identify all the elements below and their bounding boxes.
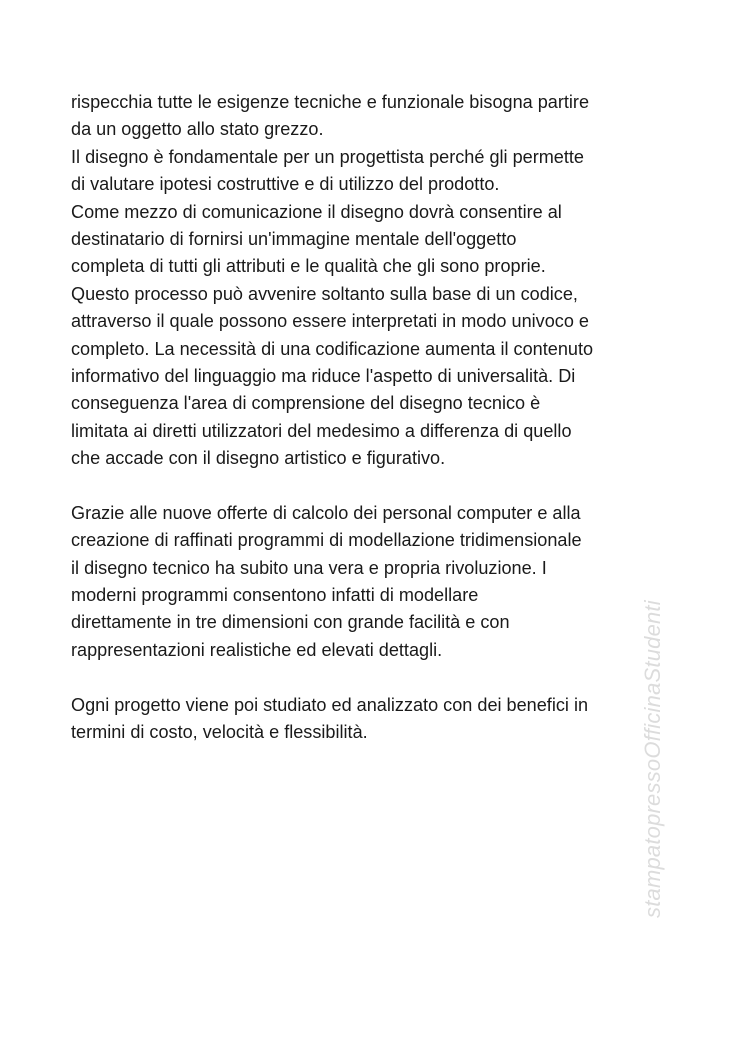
text-line: destinatario di fornirsi un'immagine mentale dell'oggetto	[71, 228, 517, 249]
text-line: informativo del linguaggio ma riduce l'aspetto di universalità. Di	[71, 365, 576, 386]
body-text	[71, 89, 681, 746]
paragraph-spacer	[71, 664, 681, 691]
text-line: creazione di raffinati programmi di modellazione tridimensionale	[71, 530, 582, 551]
text-line: rappresentazioni realistiche ed elevati dettagli.	[71, 639, 443, 660]
paragraph-spacer	[71, 472, 681, 499]
text-line: conseguenza l'area di comprensione del disegno tecnico è	[71, 393, 541, 414]
paragraph-1	[71, 89, 681, 472]
paragraph-2	[71, 500, 681, 664]
text-line: Come mezzo di comunicazione il disegno dovrà consentire al	[71, 201, 562, 222]
text-line: completa di tutti gli attributi e le qualità che gli sono proprie.	[71, 256, 546, 277]
text-line: limitata ai diretti utilizzatori del medesimo a differenza di quello	[71, 420, 572, 441]
text-line: rispecchia tutte le esigenze tecniche e funzionale bisogna partire	[71, 92, 590, 112]
text-line: direttamente in tre dimensioni con grande facilità e con	[71, 612, 510, 633]
paragraph-3	[71, 692, 681, 747]
text-line: di valutare ipotesi costruttive e di utilizzo del prodotto.	[71, 174, 500, 195]
text-line: Questo processo può avvenire soltanto sulla base di un codice,	[71, 283, 578, 304]
text-line: Il disegno è fondamentale per un progettista perché gli permette	[71, 146, 584, 167]
watermark-text: stampatopressoOfficinaStudenti	[640, 600, 665, 918]
text-line: Grazie alle nuove offerte di calcolo dei personal computer e alla	[71, 502, 581, 523]
text-line: attraverso il quale possono essere interpretati in modo univoco e	[71, 311, 589, 332]
text-line: termini di costo, velocità e flessibilità.	[71, 721, 368, 742]
text-line: che accade con il disegno artistico e figurativo.	[71, 448, 446, 469]
text-line: da un oggetto allo stato grezzo.	[71, 119, 324, 140]
text-line: completo. La necessità di una codificazione aumenta il contenuto	[71, 338, 594, 359]
text-line: il disegno tecnico ha subito una vera e propria rivoluzione. I	[71, 557, 547, 578]
text-line: Ogni progetto viene poi studiato ed analizzato con dei benefici in	[71, 694, 589, 715]
text-line: moderni programmi consentono infatti di modellare	[71, 585, 479, 606]
